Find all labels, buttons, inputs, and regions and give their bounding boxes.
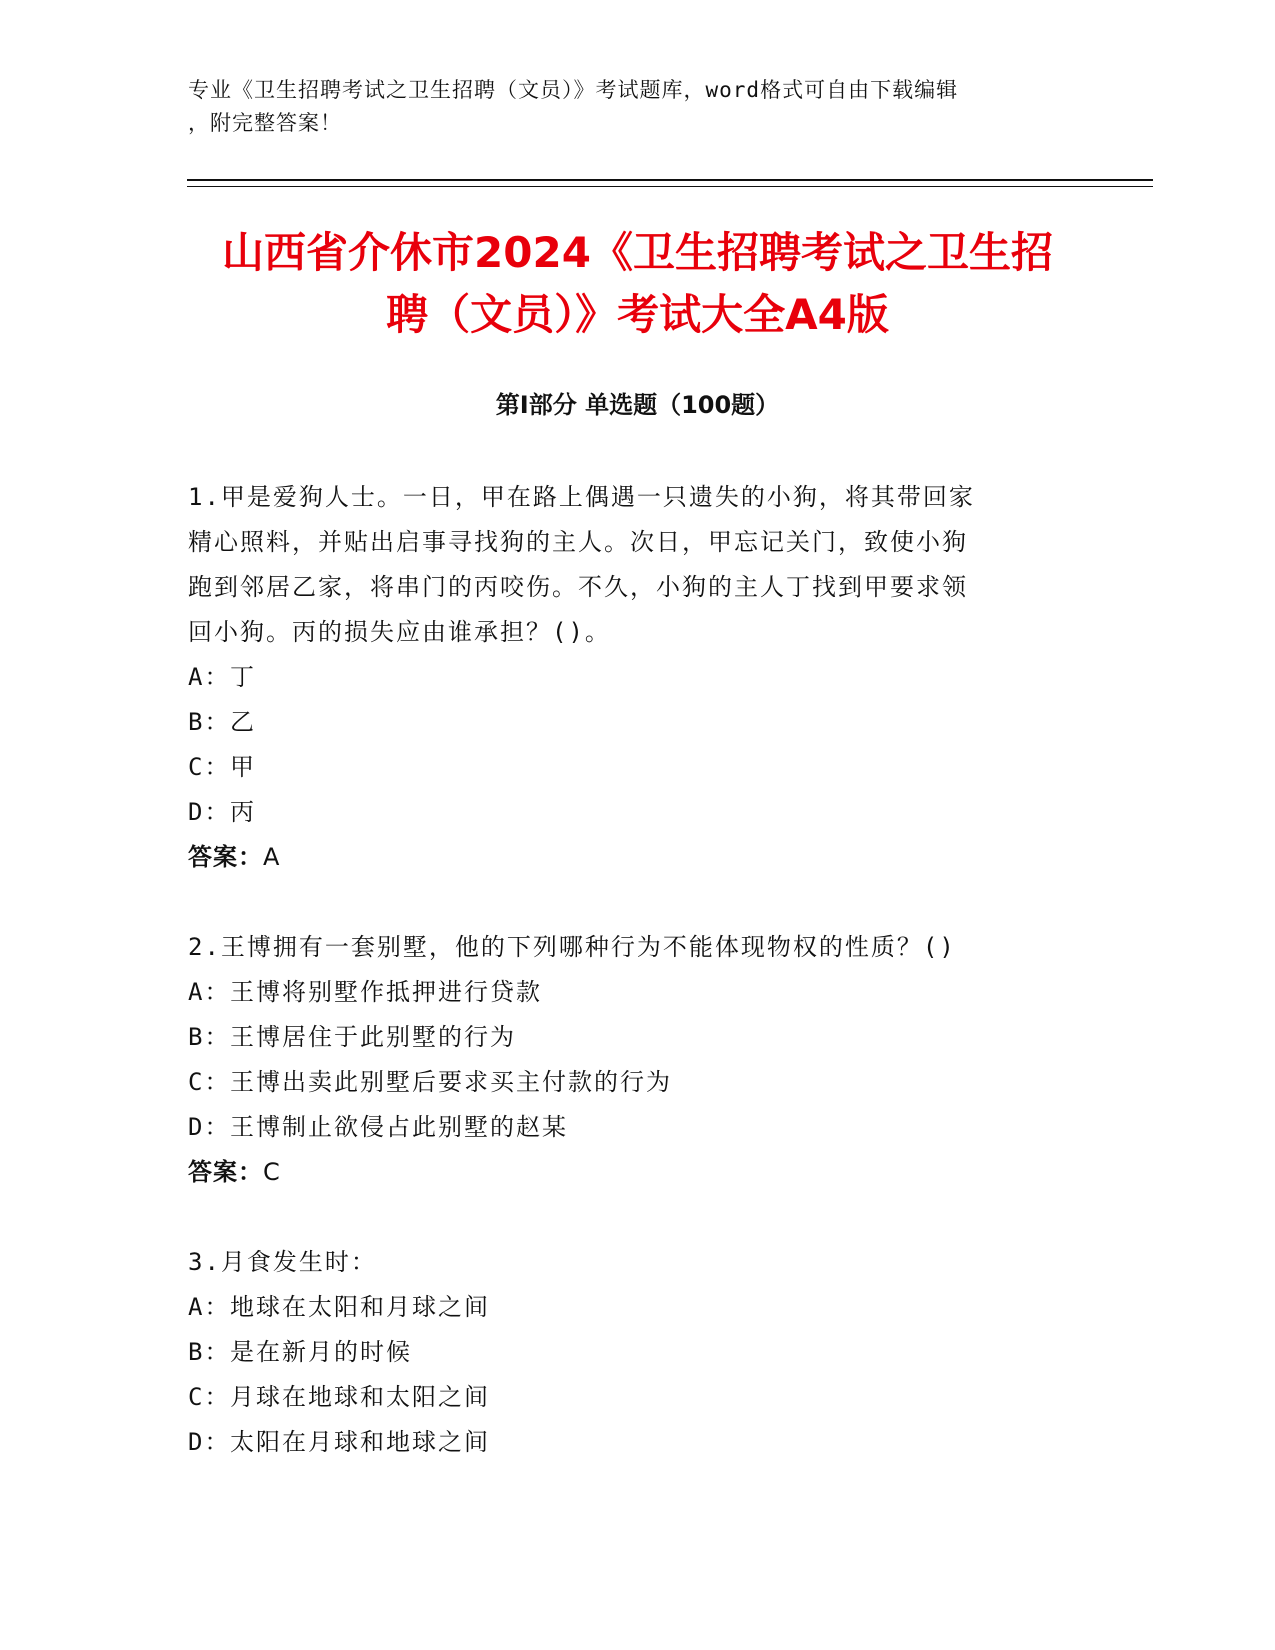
- question-spacer: [188, 1195, 1088, 1240]
- answer-option: [188, 1105, 1088, 1150]
- answer-option-label: D：: [188, 1428, 231, 1456]
- answer-option-text: 甲: [230, 753, 256, 781]
- answer-option-label: A：: [188, 663, 231, 691]
- correct-answer-label: 答案：: [188, 1158, 263, 1186]
- section-heading: 第Ⅰ部分 单选题（100题）: [495, 391, 780, 419]
- answer-option: [188, 790, 1088, 835]
- header-note: [188, 74, 1068, 140]
- answer-option-text: 地球在太阳和月球之间: [230, 1293, 490, 1321]
- answer-option-text: 丙: [230, 798, 256, 826]
- answer-option: [188, 745, 1088, 790]
- question-block: [188, 475, 1088, 880]
- answer-option-text: 王博制止欲侵占此别墅的赵某: [230, 1113, 568, 1141]
- answer-option-label: D：: [188, 798, 231, 826]
- answer-option-text: 乙: [230, 708, 256, 736]
- correct-answer: [188, 835, 1088, 880]
- document-title-line-1: 山西省介休市2024《卫生招聘考试之卫生招: [222, 228, 1053, 277]
- correct-answer-value: C: [263, 1158, 281, 1186]
- header-note-line-2: ，附完整答案！: [188, 111, 342, 135]
- answer-option-text: 王博出卖此别墅后要求买主付款的行为: [230, 1068, 672, 1096]
- answer-option-label: A：: [188, 1293, 231, 1321]
- question-text-line: 精心照料，并贴出启事寻找狗的主人。次日，甲忘记关门，致使小狗: [188, 528, 968, 556]
- answer-option-text: 王博居住于此别墅的行为: [230, 1023, 516, 1051]
- answer-option-label: B：: [188, 1023, 231, 1051]
- answer-option: [188, 1285, 1088, 1330]
- answer-option-label: C：: [188, 1068, 231, 1096]
- question-list: [188, 475, 1088, 1465]
- question-text-line: 2.王博拥有一套别墅，他的下列哪种行为不能体现物权的性质？(): [188, 933, 956, 961]
- answer-option-text: 太阳在月球和地球之间: [230, 1428, 490, 1456]
- question-text-line: 1.甲是爱狗人士。一日，甲在路上偶遇一只遗失的小狗，将其带回家: [188, 483, 975, 511]
- correct-answer: [188, 1150, 1088, 1195]
- answer-option-label: A：: [188, 978, 231, 1006]
- question-text-line: 3.月食发生时：: [188, 1248, 377, 1276]
- answer-option-label: B：: [188, 1338, 231, 1366]
- question-block: [188, 925, 1088, 1195]
- answer-option: [188, 1060, 1088, 1105]
- header-divider-thick: [187, 179, 1153, 181]
- answer-option-label: D：: [188, 1113, 231, 1141]
- answer-option-text: 王博将别墅作抵押进行贷款: [230, 978, 542, 1006]
- answer-option: [188, 1375, 1088, 1420]
- answer-option: [188, 1420, 1088, 1465]
- answer-option: [188, 970, 1088, 1015]
- question-block: [188, 1240, 1088, 1465]
- correct-answer-value: A: [263, 843, 281, 871]
- answer-option: [188, 655, 1088, 700]
- answer-option-text: 月球在地球和太阳之间: [230, 1383, 490, 1411]
- answer-option-label: B：: [188, 708, 231, 736]
- answer-option: [188, 1015, 1088, 1060]
- answer-option-text: 是在新月的时候: [230, 1338, 412, 1366]
- answer-option: [188, 700, 1088, 745]
- document-title-line-2: 聘（文员）》考试大全A4版: [386, 290, 889, 339]
- document-title: [150, 222, 1125, 346]
- answer-option-text: 丁: [230, 663, 256, 691]
- correct-answer-label: 答案：: [188, 843, 263, 871]
- question-spacer: [188, 880, 1088, 925]
- question-text-line: 跑到邻居乙家，将串门的丙咬伤。不久，小狗的主人丁找到甲要求领: [188, 573, 968, 601]
- answer-option-label: C：: [188, 1383, 231, 1411]
- answer-option-label: C：: [188, 753, 231, 781]
- answer-option: [188, 1330, 1088, 1375]
- header-note-line-1: 专业《卫生招聘考试之卫生招聘（文员）》考试题库，word格式可自由下载编辑: [188, 78, 959, 102]
- question-text-line: 回小狗。丙的损失应由谁承担？()。: [188, 618, 611, 646]
- header-divider-thin: [187, 186, 1153, 187]
